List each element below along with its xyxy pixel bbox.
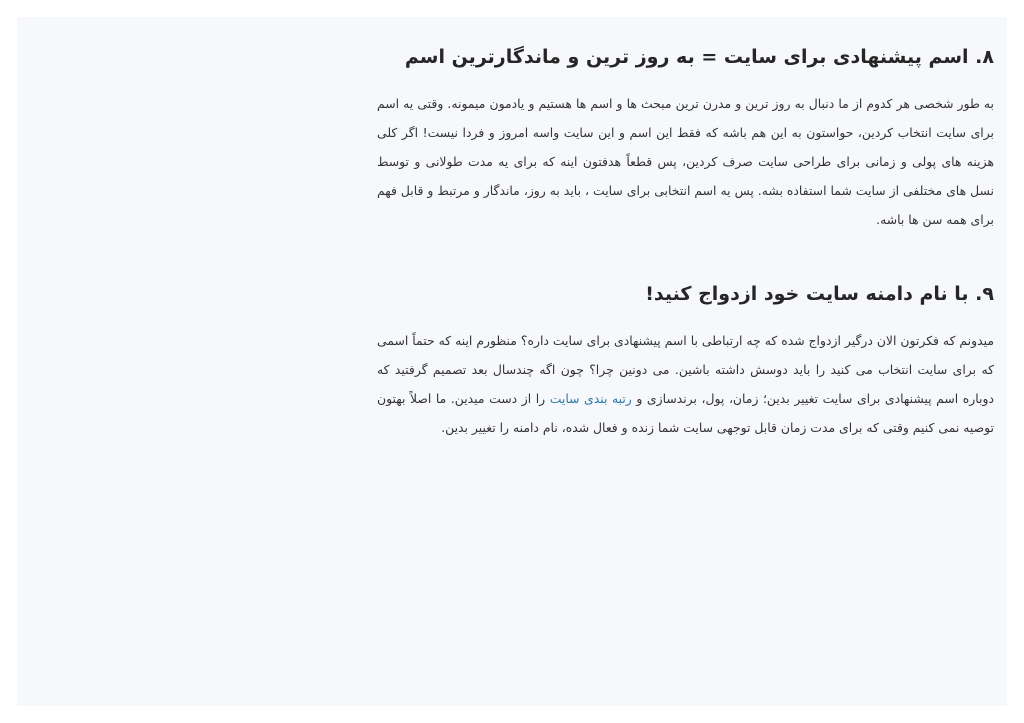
section-9-paragraph xyxy=(377,326,994,442)
site-ranking-link[interactable]: رتبه بندی سایت xyxy=(549,391,632,406)
section-9-heading: ۹. با نام دامنه سایت خود ازدواج کنید! xyxy=(645,283,994,305)
article xyxy=(377,39,994,442)
section-9-text-end: را از دست میدین. ما اصلاً بهتون توصیه نمی کنیم وقتی که برای مدت زمان قابل توجهی سایت شما زنده و فعال شده، نام دامنه را تغییر بدین. xyxy=(377,391,994,435)
section-spacer xyxy=(377,234,994,276)
section-8-paragraph: به طور شخصی هر کدوم از ما دنبال به روز ترین و مدرن ترین مبحث ها و اسم ها هستیم و یادمون میمونه. وقتی یه اسم برای سایت انتخاب کردین، حواستون به این هم باشه که فقط این اسم و این سایت واسه امروز و فردا نیست! اگر کلی هزینه های پولی و زمانی برای طراحی سایت صرف کردین، پس قطعاً هدفتون اینه که برای یه مدت طولانی و توسط نسل های مختلفی از سایت شما استفاده بشه. پس یه اسم انتخابی برای سایت ، باید به روز، ماندگار و مرتبط و قابل فهم برای همه سن ها باشه. xyxy=(377,96,994,227)
section-8-heading: ۸. اسم پیشنهادی برای سایت = به روز ترین و ماندگارترین اسم xyxy=(404,46,994,68)
page-content xyxy=(17,17,1007,706)
section-9-text-start: میدونم که فکرتون الان درگیر ازدواج شده که چه ارتباطی با اسم پیشنهادی برای سایت داره؟ منظورم اینه که حتماً اسمی که برای سایت انتخاب می کنید را باید دوسش داشته باشین. می دونین چرا؟ چون اگه چندسال بعد تصمیم گرفتید که دوباره اسم پیشنهادی برای سایت تغییر بدین؛ زمان، پول، برندسازی و xyxy=(377,333,994,406)
